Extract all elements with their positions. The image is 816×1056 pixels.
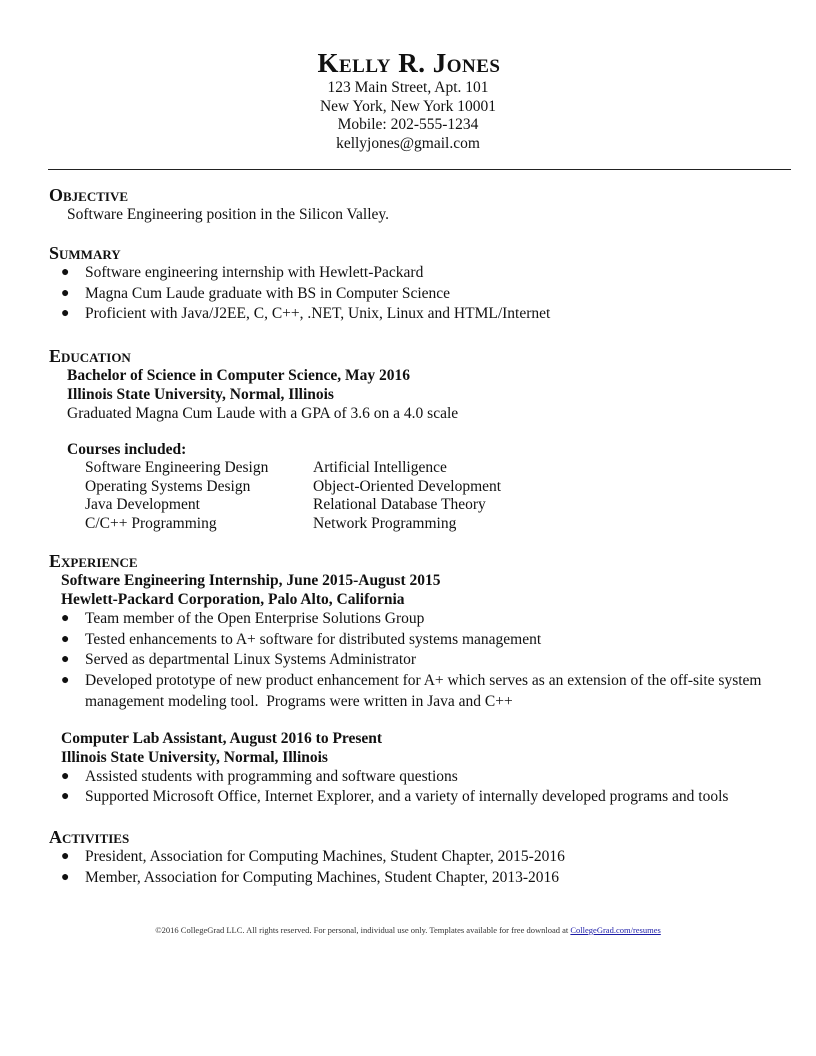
bullet-icon: ●: [61, 306, 70, 322]
job-duty: ● Served as departmental Linux Systems Administrator: [49, 650, 794, 671]
copyright-text: ©2016 CollegeGrad LLC. All rights reserved. For personal, individual use only. Templates available for free download at: [155, 925, 569, 935]
job-duties-list: [49, 767, 794, 808]
bullet-icon: ●: [61, 869, 70, 885]
bullet-icon: ●: [61, 652, 70, 668]
job-company: Illinois State University, Normal, Illinois: [61, 748, 328, 766]
bullet-icon: ●: [61, 285, 70, 301]
objective-heading: Objective: [49, 185, 129, 205]
experience-heading: Experience: [49, 551, 138, 571]
job-role: Software Engineering Internship, June 2015-August 2015: [61, 572, 441, 589]
job-duty: ● Supported Microsoft Office, Internet Explorer, and a variety of internally developed programs and tools: [49, 787, 794, 808]
objective-text: Software Engineering position in the Silicon Valley.: [67, 206, 390, 223]
email-address: kellyjones@gmail.com: [336, 134, 480, 152]
candidate-name: Kelly R. Jones: [317, 48, 501, 78]
degree-line: Bachelor of Science in Computer Science, May 2016: [67, 367, 410, 384]
activity-item: ● President, Association for Computing Machines, Student Chapter, 2015-2016: [49, 847, 794, 868]
education-section: [49, 346, 794, 533]
summary-item: ● Magna Cum Laude graduate with BS in Computer Science: [49, 284, 794, 305]
bullet-icon: ●: [61, 673, 70, 689]
summary-heading: Summary: [49, 243, 121, 263]
activities-heading: Activities: [49, 827, 130, 847]
experience-section: [49, 551, 794, 808]
address-line-2: New York, New York 10001: [319, 97, 497, 115]
address-line-1: 123 Main Street, Apt. 101: [327, 79, 489, 96]
templates-link[interactable]: CollegeGrad.com/resumes: [570, 925, 661, 935]
course-item: C/C++ Programming: [85, 514, 217, 532]
courses-label: Courses included:: [67, 441, 187, 458]
course-item: Operating Systems Design: [85, 477, 251, 495]
course-item: Network Programming: [313, 514, 457, 532]
summary-list: [49, 263, 794, 325]
job-company: Hewlett-Packard Corporation, Palo Alto, California: [61, 591, 405, 608]
bullet-icon: ●: [61, 768, 70, 784]
summary-item: ● Proficient with Java/J2EE, C, C++, .NET, Unix, Linux and HTML/Internet: [49, 304, 794, 325]
bullet-icon: ●: [61, 611, 70, 626]
header-divider: [48, 169, 791, 170]
job-duties-list: [49, 609, 794, 713]
bullet-icon: ●: [61, 631, 70, 647]
objective-section: [49, 185, 794, 224]
bullet-icon: ●: [61, 265, 70, 280]
course-item: Java Development: [85, 496, 200, 513]
job-duty: ● Tested enhancements to A+ software for distributed systems management: [49, 630, 794, 651]
course-item: Object-Oriented Development: [313, 477, 502, 495]
job-duty: ● Developed prototype of new product enhancement for A+ which serves as an extension of the off-site system management modeling tool. Programs were written in Java and C++: [61, 672, 766, 710]
job-entry: [49, 729, 794, 808]
education-heading: Education: [49, 346, 131, 366]
mobile-phone: Mobile: 202-555-1234: [337, 116, 479, 133]
job-entry: [49, 571, 794, 713]
bullet-icon: ●: [61, 849, 70, 864]
activities-section: [49, 827, 794, 888]
courses-grid: [49, 459, 794, 533]
copyright-footer: [0, 925, 816, 935]
course-item: Artificial Intelligence: [313, 459, 447, 476]
school-line: Illinois State University, Normal, Illinois: [67, 386, 334, 403]
job-duty: ● Team member of the Open Enterprise Solutions Group: [49, 609, 794, 630]
job-role: Computer Lab Assistant, August 2016 to Present: [61, 729, 383, 747]
activity-item: ● Member, Association for Computing Machines, Student Chapter, 2013-2016: [49, 868, 794, 889]
course-item: Relational Database Theory: [313, 496, 486, 513]
resume-header: [0, 47, 816, 153]
activities-list: [49, 847, 794, 888]
course-item: Software Engineering Design: [85, 459, 269, 476]
bullet-icon: ●: [61, 789, 70, 805]
job-duty: ● Assisted students with programming and software questions: [49, 767, 794, 788]
honors-line: Graduated Magna Cum Laude with a GPA of 3.6 on a 4.0 scale: [67, 405, 459, 422]
summary-item: ● Software engineering internship with Hewlett-Packard: [49, 263, 794, 284]
summary-section: [49, 243, 794, 325]
